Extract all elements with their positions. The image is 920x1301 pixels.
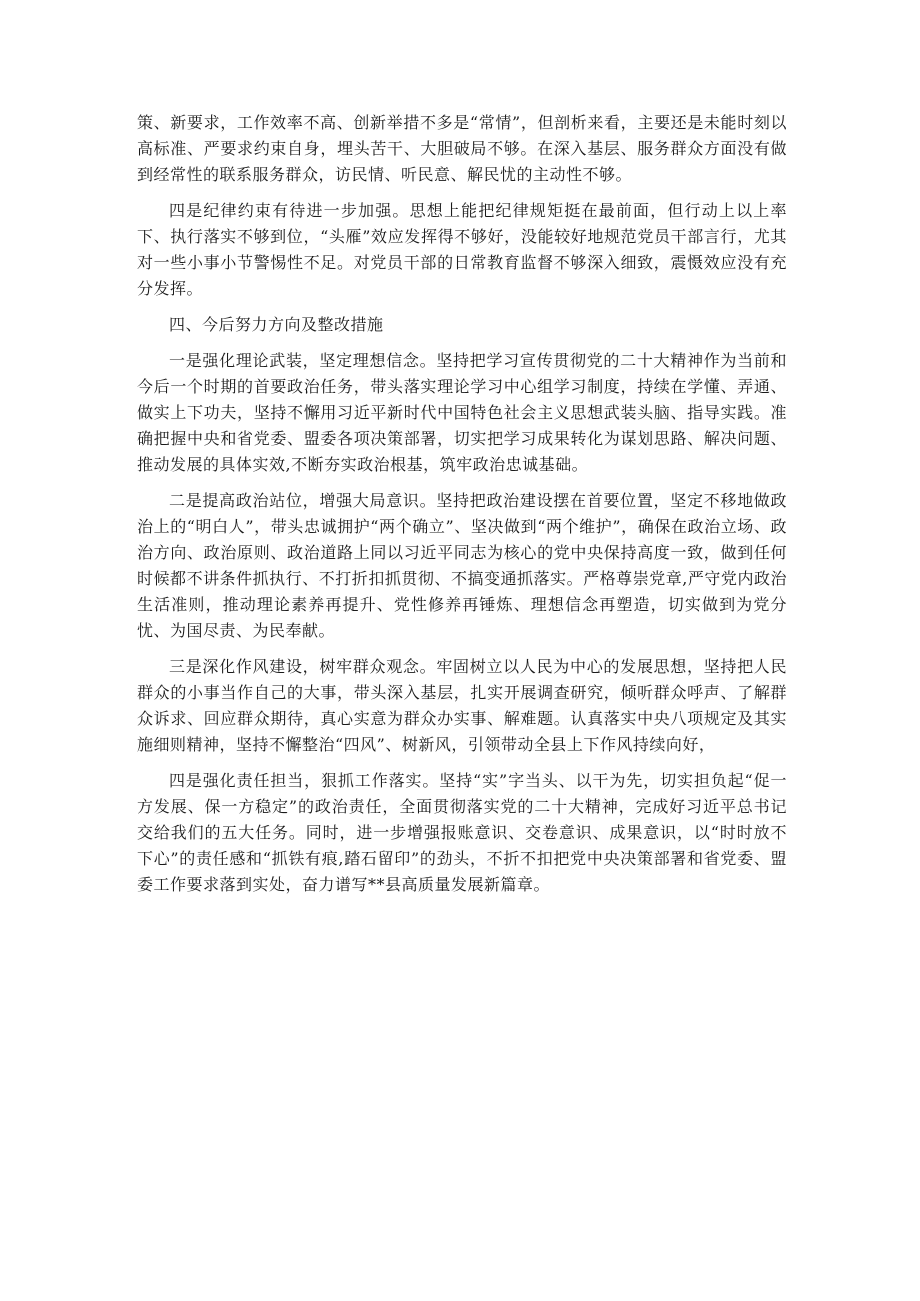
paragraph-discipline: 四是纪律约束有待进一步加强。思想上能把纪律规矩挺在最前面，但行动上以上率下、执行落实不够到位，“头雁”效应发挥得不够好，没能较好地规范党员干部言行，尤其对一些小事小节警惕性不足。对党员干部的日常教育监督不够深入细致，震慑效应没有充分发挥。 xyxy=(137,201,787,298)
measure-politics: 二是提高政治站位，增强大局意识。坚持把政治建设摆在首要位置，坚定不移地做政治上的“明白人”，带头忠诚拥护“两个确立”、坚决做到“两个维护”，确保在政治立场、政治方向、政治原则、政治道路上同以习近平同志为核心的党中央保持高度一致，做到任何时候都不讲条件抓执行、不打折扣抓贯彻、不搞变通抓落实。严格尊崇党章,严守党内政治生活准则，推动理论素养再提升、党性修养再锤炼、理想信念再塑造，切实做到为党分忧、为国尽责、为民奉献。 xyxy=(137,491,787,640)
measure-responsibility: 四是强化责任担当，狠抓工作落实。坚持“实”字当头、以干为先，切实担负起“促一方发展、保一方稳定”的政治责任，全面贯彻落实党的二十大精神，完成好习近平总书记交给我们的五大任务。同时，进一步增强报账意识、交卷意识、成果意识，以“时时放不下心”的责任感和“抓铁有痕,踏石留印”的劲头，不折不扣把党中央决策部署和省党委、盟委工作要求落到实处，奋力谱写**县高质量发展新篇章。 xyxy=(137,771,787,894)
section-heading: 四、今后努力方向及整改措施 xyxy=(169,315,384,334)
paragraph-continuation: 策、新要求，工作效率不高、创新举措不多是“常情”，但剖析来看，主要还是未能时刻以高标准、严要求约束自身，埋头苦干、大胆破局不够。在深入基层、服务群众方面没有做到经常性的联系服务群众，访民情、听民意、解民忧的主动性不够。 xyxy=(137,113,787,184)
measure-theory: 一是强化理论武装，坚定理想信念。坚持把学习宣传贯彻党的二十大精神作为当前和今后一个时期的首要政治任务，带头落实理论学习中心组学习制度，持续在学懂、弄通、做实上下功夫，坚持不懈用习近平新时代中国特色社会主义思想武装头脑、指导实践。准确把握中央和省党委、盟委各项决策部署，切实把学习成果转化为谋划思路、解决问题、推动发展的具体实效,不断夯实政治根基，筑牢政治忠诚基础。 xyxy=(137,351,787,474)
measure-style: 三是深化作风建设，树牢群众观念。牢固树立以人民为中心的发展思想，坚持把人民群众的小事当作自己的大事，带头深入基层，扎实开展调查研究，倾听群众呼声、了解群众诉求、回应群众期待，真心实意为群众办实事、解难题。认真落实中央八项规定及其实施细则精神，坚持不懈整治“四风”、树新风，引领带动全县上下作风持续向好， xyxy=(137,657,787,754)
document-page xyxy=(137,110,787,908)
